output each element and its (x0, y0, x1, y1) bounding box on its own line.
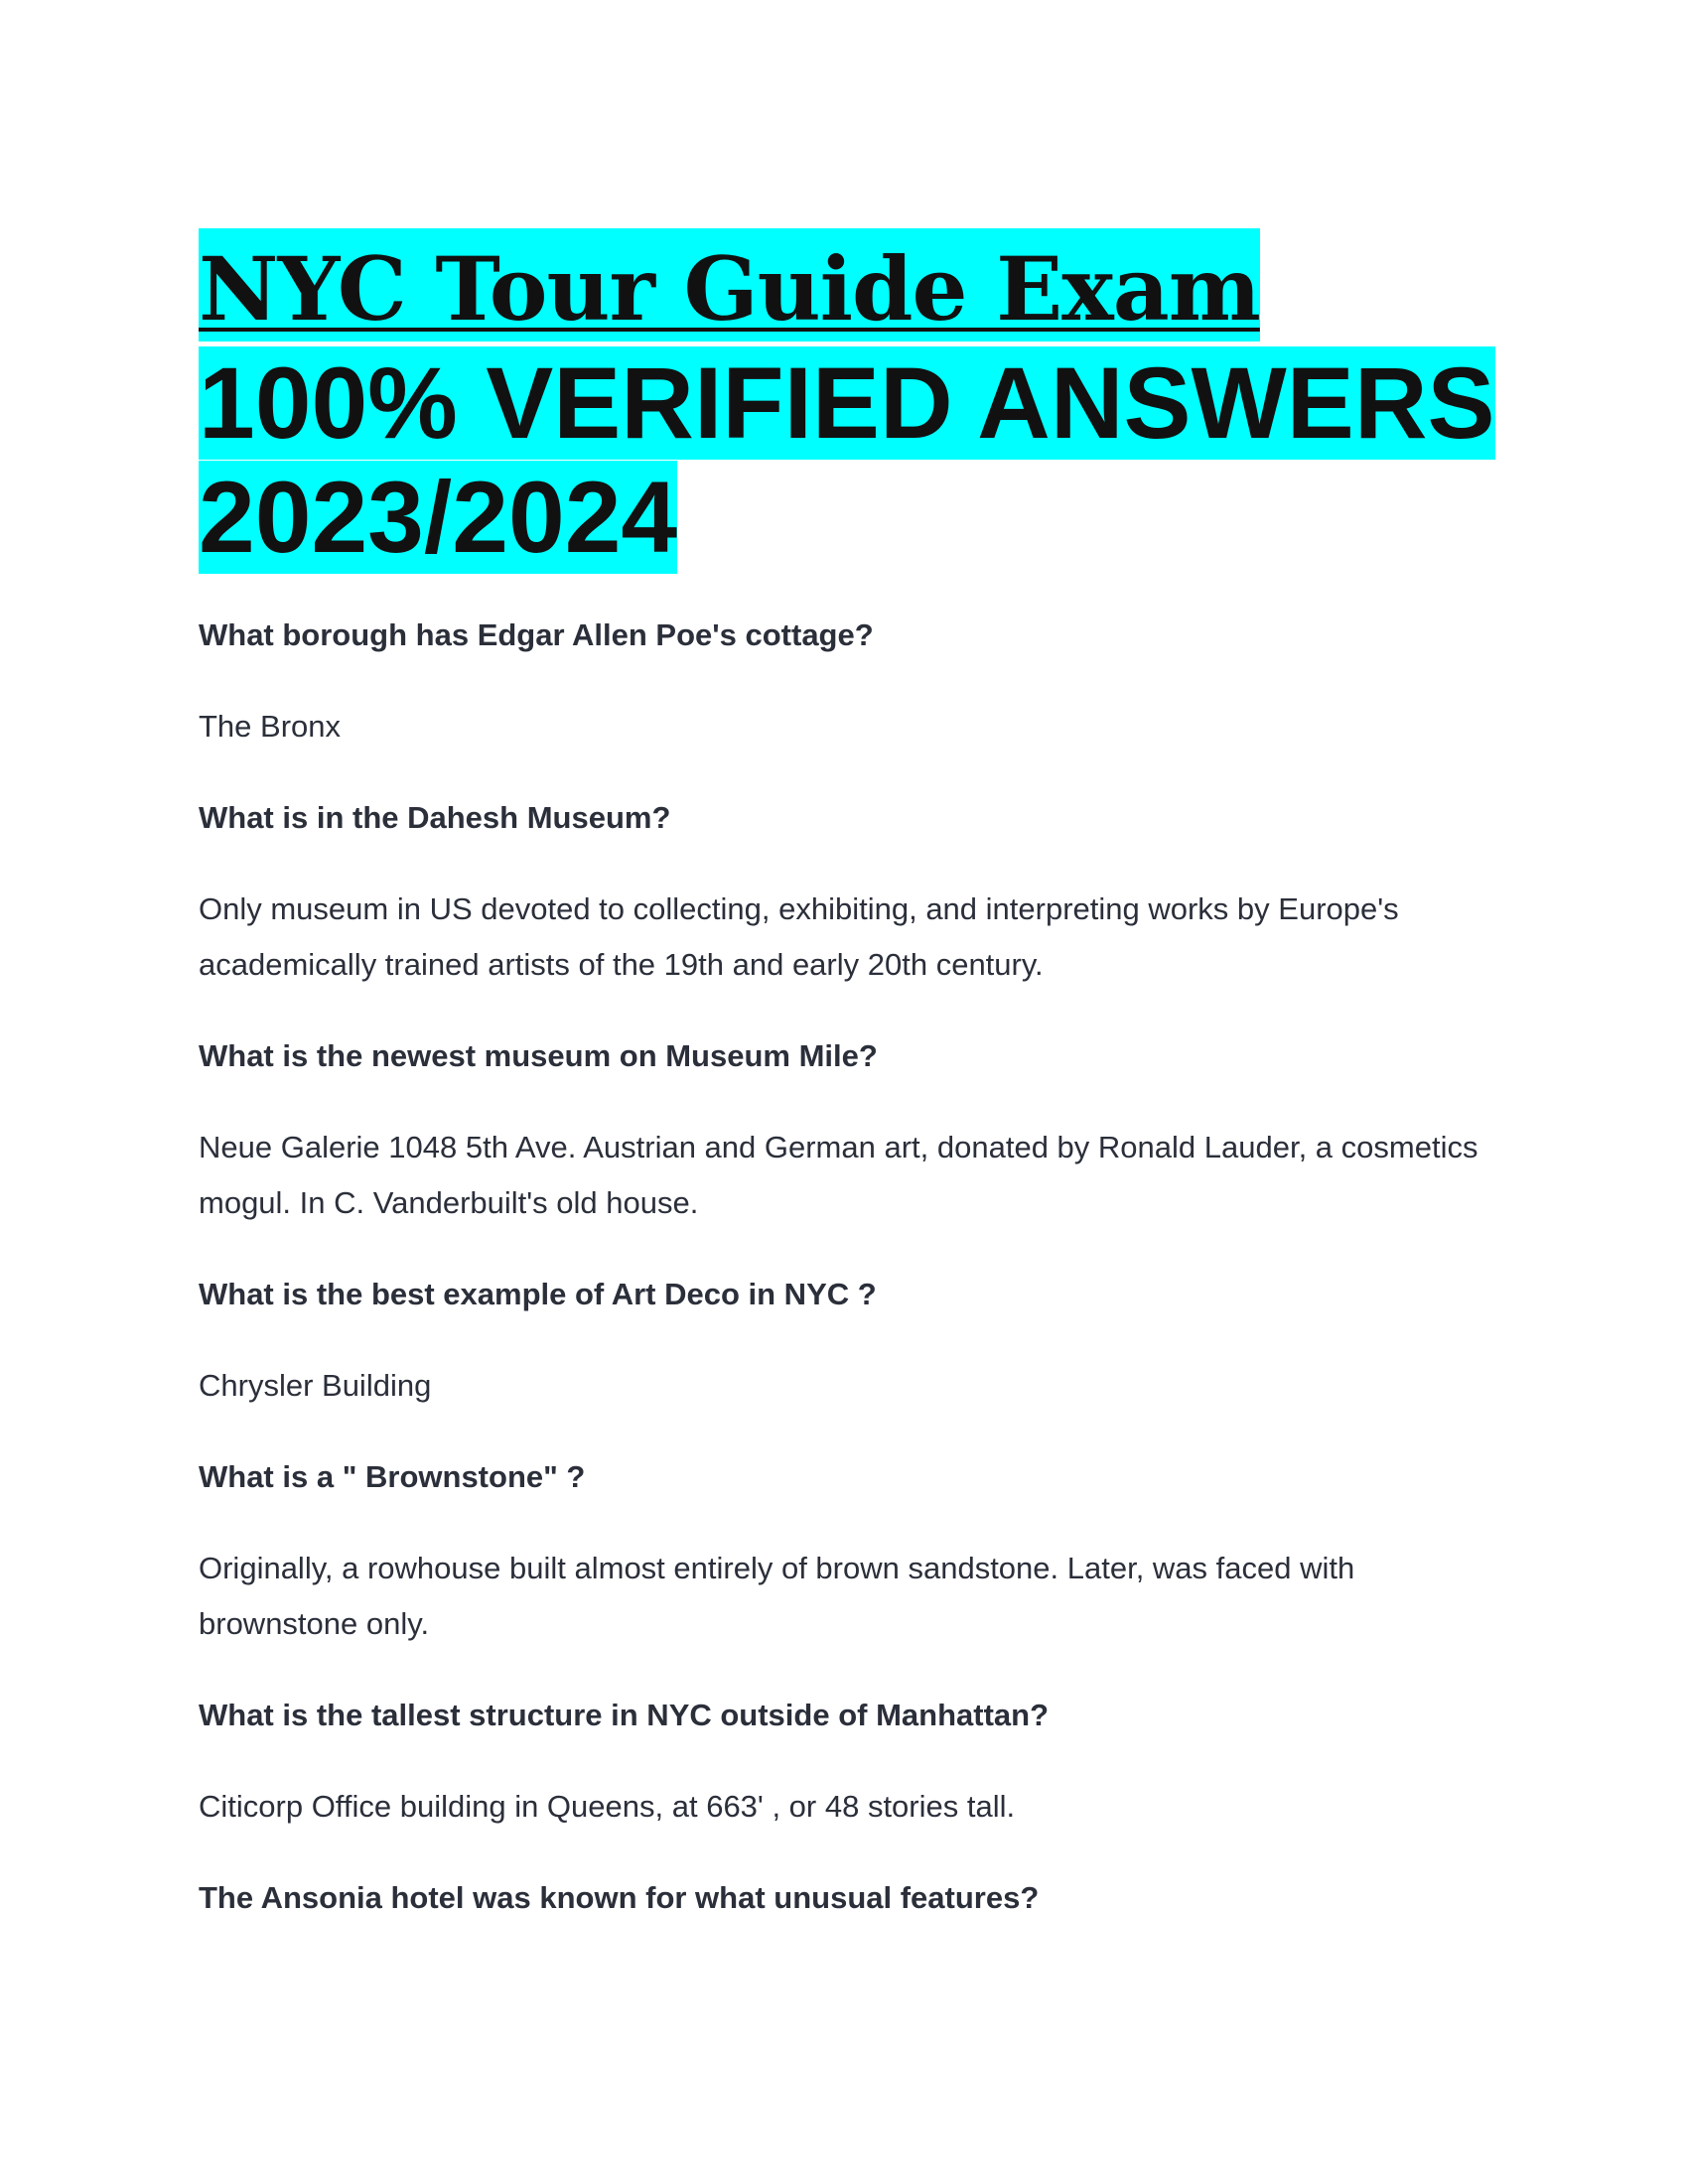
answer-1: The Bronx (199, 709, 342, 744)
question-2: What is in the Dahesh Museum? (199, 800, 671, 835)
answer-2: Only museum in US devoted to collecting, exhibiting, and interpreting works by Europe's academically trained artists of the 19th and early 20th century. (199, 891, 1399, 982)
answer-6: Citicorp Office building in Queens, at 663' , or 48 stories tall. (199, 1789, 1016, 1824)
title-part-1: NYC Tour Guide Exam (199, 237, 1260, 341)
question-3: What is the newest museum on Museum Mile? (199, 1038, 878, 1073)
question-1: What borough has Edgar Allen Poe's cottage? (199, 617, 874, 652)
question-4: What is the best example of Art Deco in NYC ? (199, 1277, 877, 1311)
question-7: The Ansonia hotel was known for what unusual features? (199, 1880, 1040, 1915)
title-part-2: 100% VERIFIED ANSWERS 2023/2024 (199, 346, 1495, 574)
answer-3: Neue Galerie 1048 5th Ave. Austrian and German art, donated by Ronald Lauder, a cosmetics mogul. In C. Vanderbuilt's old house. (199, 1130, 1478, 1220)
document-page (199, 228, 1499, 1926)
answer-4: Chrysler Building (199, 1368, 432, 1403)
question-6: What is the tallest structure in NYC outside of Manhattan? (199, 1698, 1050, 1732)
question-5: What is a " Brownstone" ? (199, 1459, 586, 1494)
qa-list (199, 608, 1499, 1926)
answer-5: Originally, a rowhouse built almost entirely of brown sandstone. Later, was faced with brownstone only. (199, 1551, 1355, 1641)
title-highlight (199, 228, 1495, 574)
document-title (199, 228, 1499, 575)
